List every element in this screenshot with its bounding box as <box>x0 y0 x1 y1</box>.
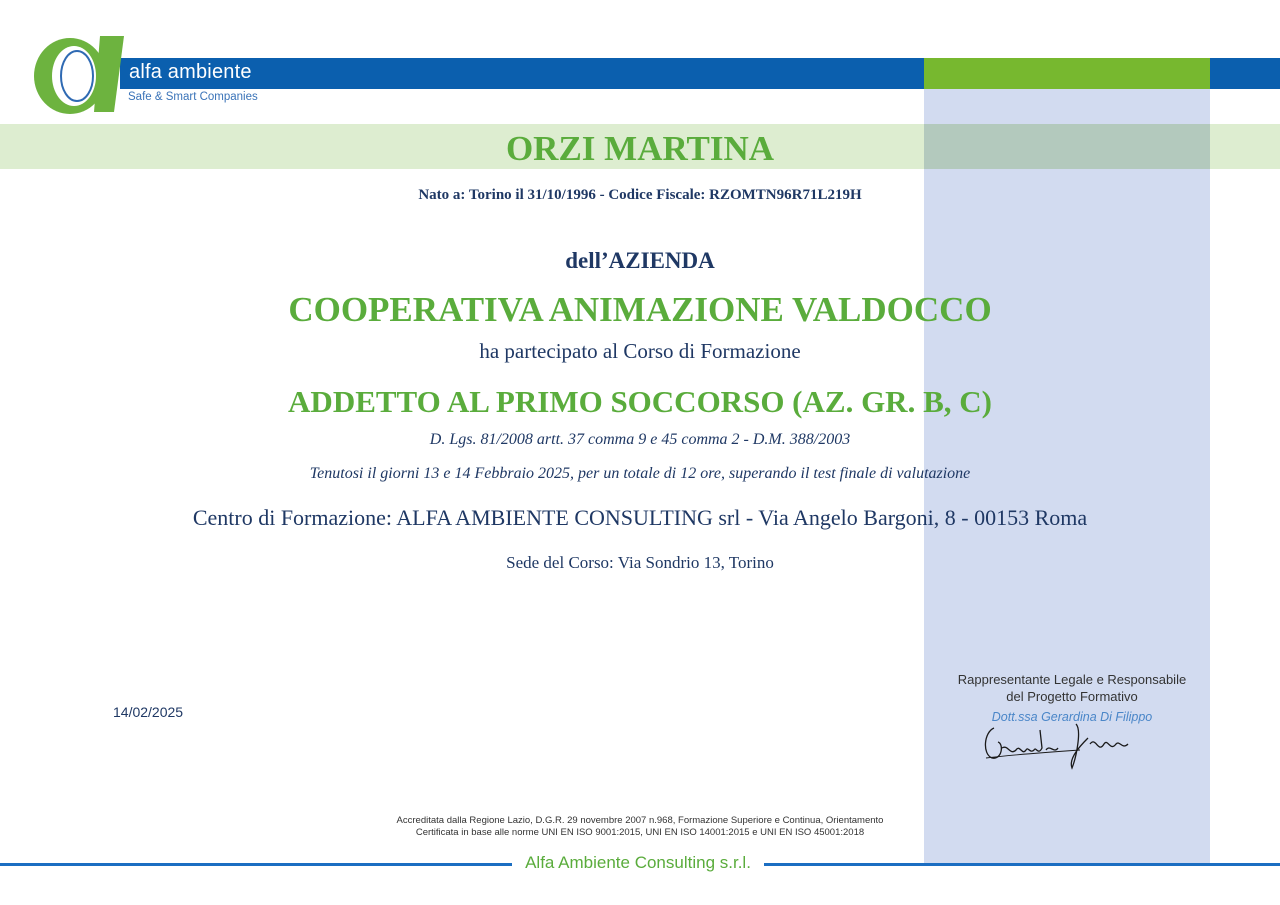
representative-title-line1: Rappresentante Legale e Responsabile <box>957 672 1187 687</box>
course-venue: Sede del Corso: Via Sondrio 13, Torino <box>506 553 774 572</box>
logo-name: alfa ambiente <box>129 61 252 83</box>
logo-tagline: Safe & Smart Companies <box>128 91 258 103</box>
representative-name: Dott.ssa Gerardina Di Filippo <box>991 710 1153 724</box>
footer-line-right <box>764 863 1280 866</box>
participant-name: ORZI MARTINA <box>505 129 775 168</box>
training-center: Centro di Formazione: ALFA AMBIENTE CONSULTING srl - Via Angelo Bargoni, 8 - 00153 Roma <box>192 505 1088 530</box>
header-bar-green <box>924 58 1210 89</box>
accreditation-line1: Accreditata dalla Regione Lazio, D.G.R. 29 novembre 2007 n.968, Formazione Superiore e Continua, Orientamento <box>396 815 884 826</box>
alfa-logo-icon <box>30 32 126 116</box>
company-name: COOPERATIVA ANIMAZIONE VALDOCCO <box>288 290 992 329</box>
representative-title-line2: del Progetto Formativo <box>1006 689 1138 704</box>
course-intro: ha partecipato al Corso di Formazione <box>479 339 801 363</box>
footer-brand: Alfa Ambiente Consulting s.r.l. <box>525 853 751 872</box>
birth-details: Nato a: Torino il 31/10/1996 - Codice Fiscale: RZOMTN96R71L219H <box>418 187 862 203</box>
signature-icon <box>980 714 1135 770</box>
accreditation-line2: Certificata in base alle norme UNI EN ISO 9001:2015, UNI EN ISO 14001:2015 e UNI EN ISO 45001:2018 <box>415 827 865 838</box>
representative-title <box>940 671 1204 705</box>
course-law-reference: D. Lgs. 81/2008 artt. 37 comma 9 e 45 comma 2 - D.M. 388/2003 <box>429 431 851 448</box>
company-intro: dell’AZIENDA <box>565 248 715 273</box>
accreditation-text <box>340 815 940 839</box>
course-title: ADDETTO AL PRIMO SOCCORSO (AZ. GR. B, C) <box>288 384 992 419</box>
header-bar-blue-right <box>1210 58 1280 89</box>
course-dates: Tenutosi il giorni 13 e 14 Febbraio 2025, per un totale di 12 ore, superando il test finale di valutazione <box>309 465 971 482</box>
issue-date: 14/02/2025 <box>113 704 184 720</box>
footer-line-left <box>0 863 512 866</box>
